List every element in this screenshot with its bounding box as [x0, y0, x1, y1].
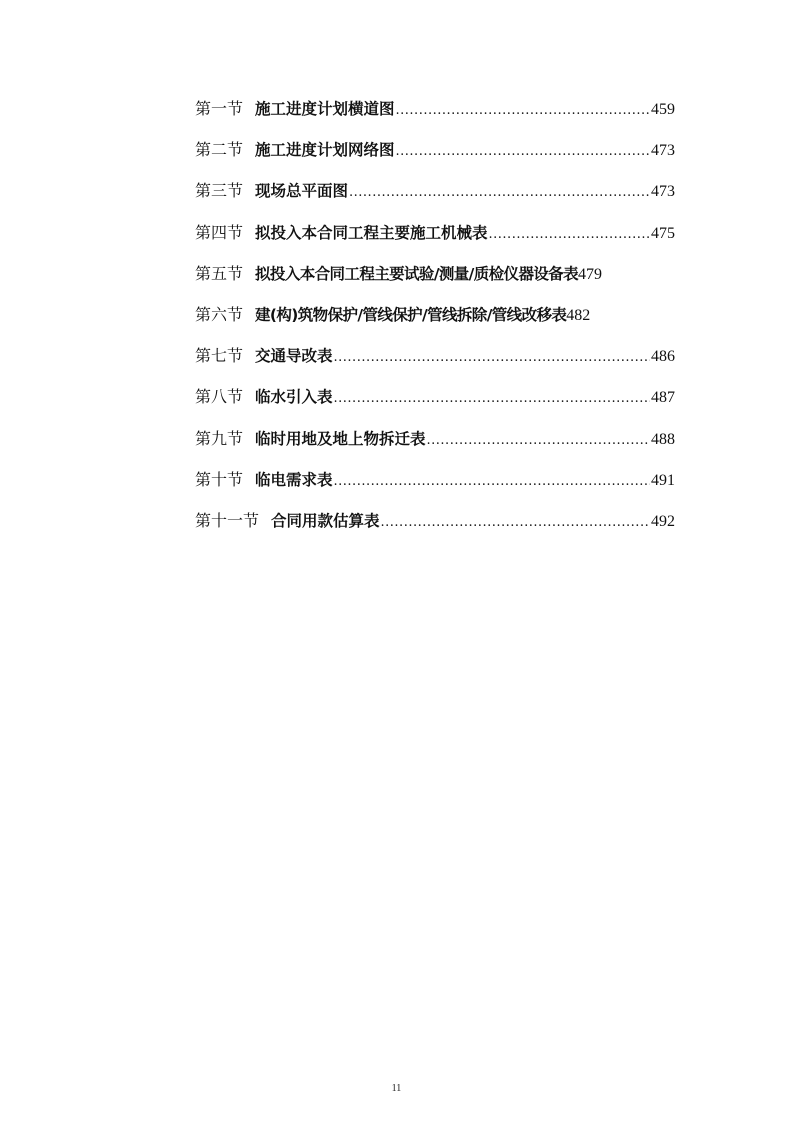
page-number: 487	[651, 389, 675, 407]
page-number: 488	[651, 430, 675, 448]
dot-leader	[334, 343, 650, 373]
section-title: 施工进度计划横道图	[255, 100, 395, 118]
section-label: 第十节	[195, 469, 244, 489]
section-label: 第四节	[195, 222, 244, 242]
toc-entry[interactable]	[195, 135, 675, 176]
toc-entry[interactable]	[195, 218, 675, 259]
dot-leader	[489, 220, 650, 250]
section-title: 建(构)筑物保护/管线保护/管线拆除/管线改移表	[255, 305, 567, 324]
section-label: 第八节	[195, 387, 244, 407]
page-number: 459	[651, 101, 675, 118]
section-title: 合同用款估算表	[271, 511, 380, 530]
page-number: 482	[566, 306, 591, 324]
section-title: 临电需求表	[255, 470, 333, 489]
page-number: 491	[651, 471, 675, 489]
section-label: 第十一节	[195, 510, 260, 530]
section-label: 第六节	[195, 304, 244, 324]
dot-leader	[381, 508, 650, 538]
section-title: 拟投入本合同工程主要施工机械表	[255, 223, 488, 242]
section-label: 第一节	[195, 99, 244, 118]
section-label: 第五节	[195, 263, 244, 283]
dot-leader	[334, 467, 650, 497]
page-number: 486	[651, 348, 675, 366]
table-of-contents	[195, 94, 675, 547]
dot-leader	[334, 384, 650, 414]
section-title: 临水引入表	[255, 388, 333, 407]
toc-entry[interactable]	[195, 465, 675, 506]
section-label: 第七节	[195, 346, 244, 366]
section-title: 交通导改表	[255, 347, 333, 366]
section-title: 临时用地及地上物拆迁表	[255, 429, 426, 448]
toc-entry[interactable]	[195, 94, 675, 135]
page-number: 492	[651, 512, 675, 530]
section-title: 施工进度计划网络图	[255, 141, 395, 160]
toc-entry[interactable]	[195, 176, 675, 217]
section-label: 第三节	[195, 181, 244, 201]
page-number: 473	[651, 183, 675, 201]
toc-entry[interactable]	[195, 424, 675, 465]
footer-page-number: 11	[391, 1083, 402, 1094]
toc-entry[interactable]	[195, 382, 675, 423]
section-label: 第二节	[195, 140, 244, 160]
page-number: 479	[578, 265, 603, 283]
section-label: 第九节	[195, 428, 244, 448]
toc-entry[interactable]	[195, 259, 675, 300]
toc-entry[interactable]	[195, 506, 675, 547]
page-number: 475	[651, 224, 675, 242]
toc-entry[interactable]	[195, 300, 675, 341]
toc-entry[interactable]	[195, 341, 675, 382]
dot-leader	[396, 137, 650, 167]
dot-leader	[349, 178, 650, 208]
section-title: 拟投入本合同工程主要试验/测量/质检仪器设备表	[255, 264, 579, 283]
dot-leader	[396, 96, 650, 126]
dot-leader	[427, 426, 650, 456]
page-number: 473	[651, 142, 675, 160]
section-title: 现场总平面图	[255, 182, 349, 201]
